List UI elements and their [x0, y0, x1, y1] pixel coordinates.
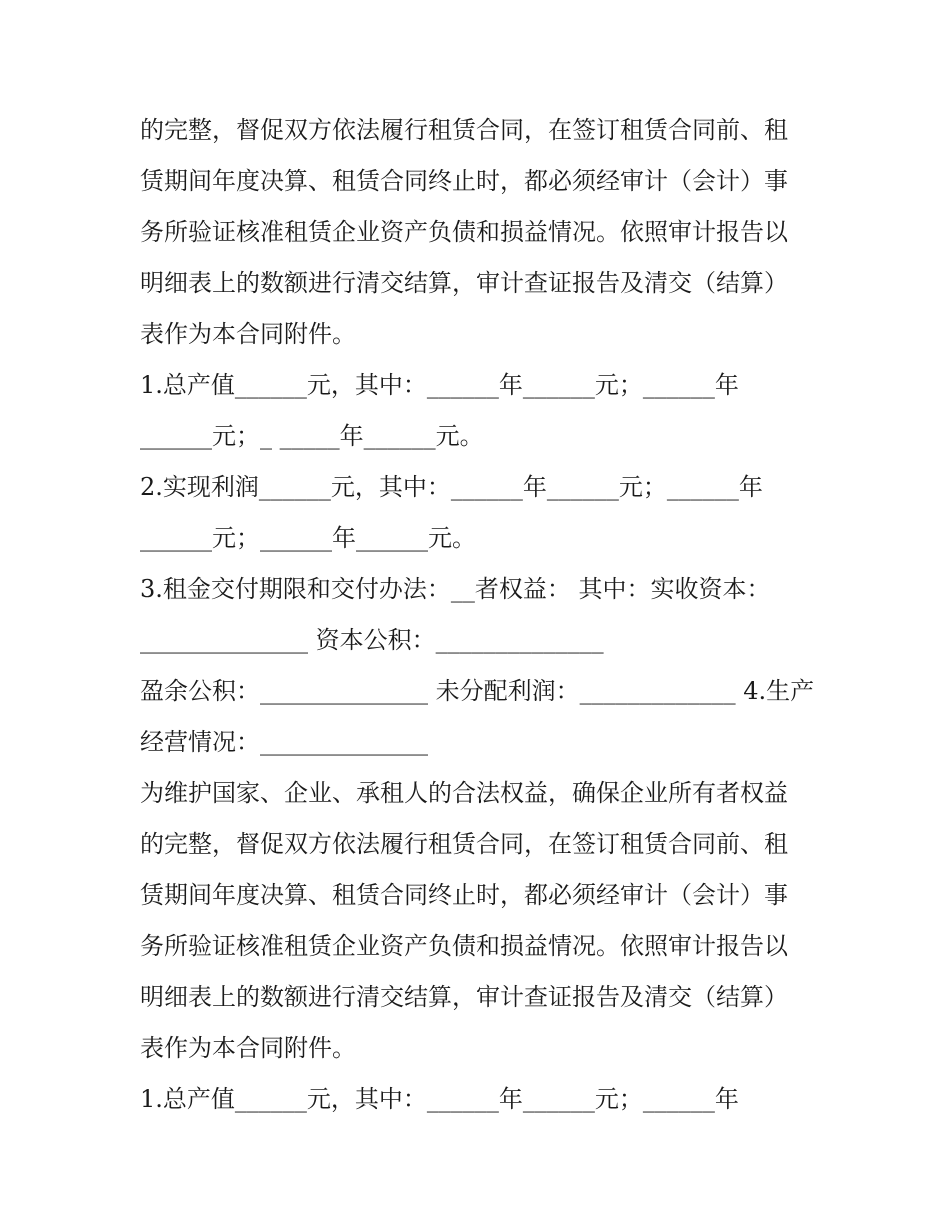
text-line: 1.总产值______元，其中：______年______元；______年	[140, 371, 739, 399]
text-line: 明细表上的数额进行清交结算，审计查证报告及清交（结算）	[140, 983, 788, 1011]
text-line: ______元；_ _____年______元。	[140, 422, 484, 450]
text-line: 2.实现利润______元，其中：______年______元；______年	[140, 473, 763, 501]
text-line: 务所验证核准租赁企业资产负债和损益情况。依照审计报告以	[140, 932, 788, 960]
text-line: 赁期间年度决算、租赁合同终止时，都必须经审计（会计）事	[140, 167, 788, 195]
text-line: 的完整，督促双方依法履行租赁合同，在签订租赁合同前、租	[140, 830, 788, 858]
text-line: 盈余公积：______________ 未分配利润：_____________ 4.生产	[140, 677, 815, 705]
text-line: ______________ 资本公积：______________	[140, 626, 604, 654]
text-line: 明细表上的数额进行清交结算，审计查证报告及清交（结算）	[140, 269, 788, 297]
text-line: 3.租金交付期限和交付办法：__者权益： 其中：实收资本：	[140, 575, 771, 603]
text-line: 表作为本合同附件。	[140, 1034, 356, 1062]
text-line: 为维护国家、企业、承租人的合法权益，确保企业所有者权益	[140, 779, 788, 807]
text-line: 表作为本合同附件。	[140, 320, 356, 348]
document-page	[140, 105, 820, 1125]
text-line: 务所验证核准租赁企业资产负债和损益情况。依照审计报告以	[140, 218, 788, 246]
text-line: ______元；______年______元。	[140, 524, 476, 552]
text-line: 的完整，督促双方依法履行租赁合同，在签订租赁合同前、租	[140, 116, 788, 144]
text-line: 经营情况：______________	[140, 728, 428, 756]
text-line: 1.总产值______元，其中：______年______元；______年	[140, 1085, 739, 1113]
text-line: 赁期间年度决算、租赁合同终止时，都必须经审计（会计）事	[140, 881, 788, 909]
